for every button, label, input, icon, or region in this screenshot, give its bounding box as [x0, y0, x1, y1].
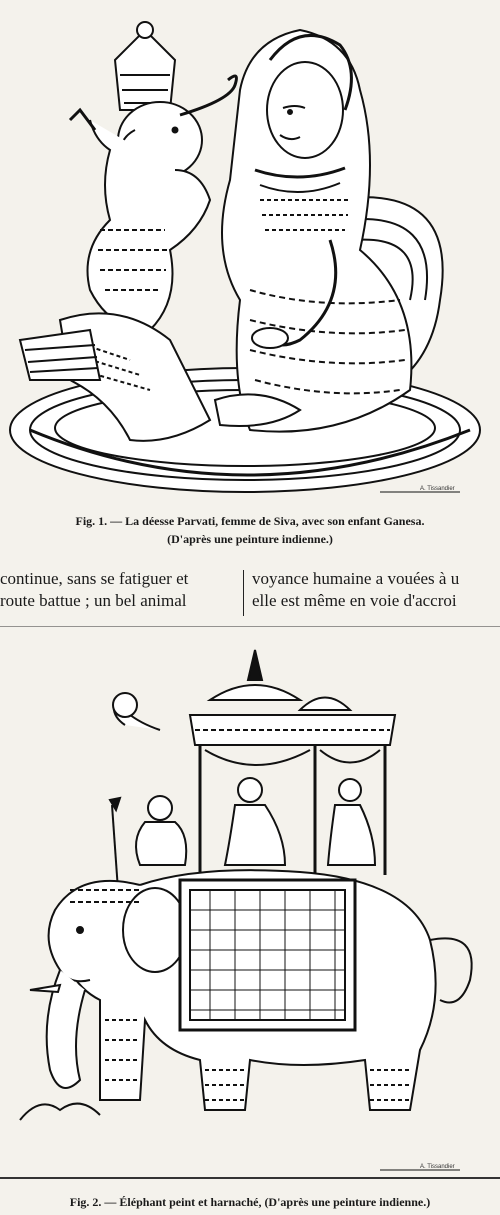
- figure-2-illustration: [0, 640, 500, 1180]
- body-text-left-line: route battue ; un bel animal: [0, 591, 187, 610]
- body-text-row: [0, 568, 500, 614]
- figure-1-signature: A. Tissandier: [420, 486, 455, 492]
- section-rule: [0, 626, 500, 627]
- body-text-left-line: continue, sans se fatiguer et: [0, 569, 189, 588]
- figure-2-caption: Fig. 2. — Éléphant peint et harnaché, (D'après une peinture indienne.): [69, 1195, 431, 1209]
- howdah-riders: [225, 778, 375, 865]
- figure-2-signature: A. Tissandier: [420, 1164, 455, 1170]
- figure-2-ground-rule: [0, 1177, 500, 1179]
- body-text-right-line: elle est même en voie d'accroi: [252, 591, 457, 610]
- elephant: [20, 870, 472, 1120]
- column-divider: [243, 570, 244, 616]
- body-text-left-column: [0, 568, 238, 612]
- figure-1-caption-line2: (D'après une peinture indienne.): [167, 532, 333, 546]
- figure-1-illustration: [0, 0, 500, 505]
- body-text-right-line: voyance humaine a vouées à u: [252, 569, 460, 588]
- figure-1-caption: [0, 512, 500, 548]
- figure-1-caption-line1: Fig. 1. — La déesse Parvati, femme de Siva, avec son enfant Ganesa.: [75, 514, 425, 528]
- body-text-right-column: [252, 568, 500, 612]
